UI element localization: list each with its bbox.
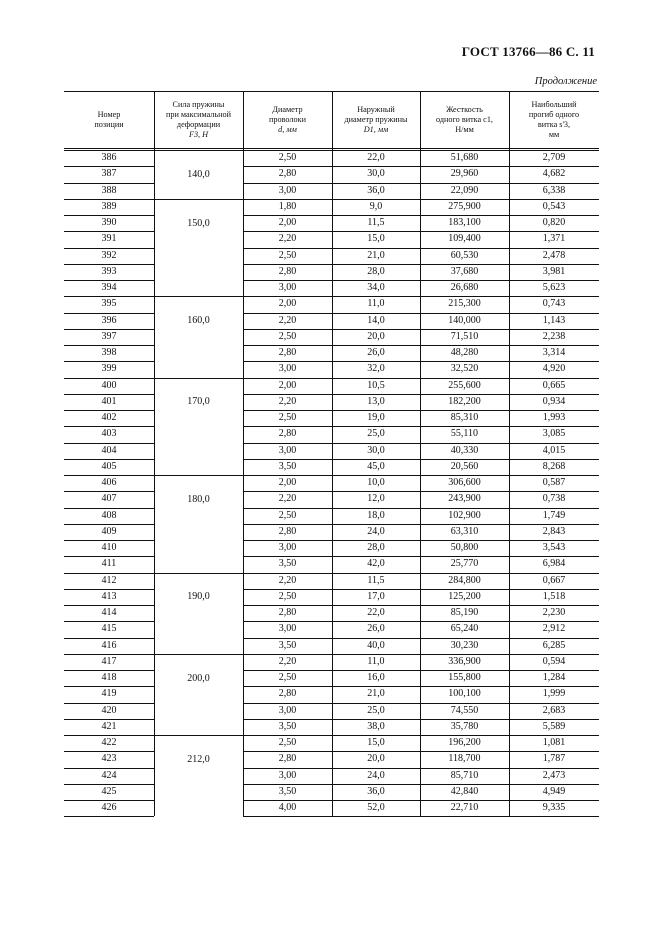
table-cell: 102,900 xyxy=(448,509,481,521)
row-divider xyxy=(243,816,599,817)
table-cell: 389 xyxy=(101,200,117,212)
table-cell: 243,900 xyxy=(448,493,481,505)
table-cell: 125,200 xyxy=(448,590,481,602)
table-cell: 55,110 xyxy=(450,428,479,440)
table-cell: 406 xyxy=(101,477,117,489)
table-cell: 22,710 xyxy=(450,802,479,814)
column-header-line: d, мм xyxy=(278,124,297,134)
spring-table xyxy=(64,91,599,817)
force-cell: 140,0 xyxy=(187,168,210,180)
table-cell: 2,230 xyxy=(542,607,566,619)
table-cell: 2,20 xyxy=(278,314,297,326)
column-header-line: проволоки xyxy=(269,114,306,124)
table-cell: 2,709 xyxy=(542,152,566,164)
table-cell: 413 xyxy=(101,590,117,602)
column-header-line: одного витка c1, xyxy=(436,114,493,124)
table-cell: 1,999 xyxy=(542,688,566,700)
table-cell: 2,80 xyxy=(278,265,297,277)
table-cell: 71,510 xyxy=(450,330,479,342)
table-cell: 13,0 xyxy=(367,395,385,407)
table-cell: 8,268 xyxy=(542,460,566,472)
table-cell: 408 xyxy=(101,509,117,521)
column-header xyxy=(243,93,332,146)
column-header xyxy=(509,93,599,146)
force-cell: 190,0 xyxy=(187,591,210,603)
column-header-line: позиции xyxy=(94,119,124,129)
table-cell: 421 xyxy=(101,720,117,732)
table-cell: 390 xyxy=(101,217,117,229)
table-cell: 2,20 xyxy=(278,395,297,407)
table-cell: 9,0 xyxy=(369,200,383,212)
force-cell: 150,0 xyxy=(187,217,210,229)
table-cell: 3,50 xyxy=(278,558,297,570)
table-cell: 0,820 xyxy=(542,217,566,229)
table-cell: 36,0 xyxy=(367,785,385,797)
table-cell: 1,749 xyxy=(542,509,566,521)
table-cell: 40,0 xyxy=(367,639,385,651)
table-cell: 2,238 xyxy=(542,330,566,342)
table-cell: 400 xyxy=(101,379,117,391)
table-cell: 2,00 xyxy=(278,298,297,310)
table-cell: 2,80 xyxy=(278,753,297,765)
column-header xyxy=(332,93,420,146)
table-cell: 3,00 xyxy=(278,184,297,196)
table-cell: 2,683 xyxy=(542,704,566,716)
table-cell: 1,518 xyxy=(542,590,566,602)
table-cell: 2,00 xyxy=(278,217,297,229)
table-cell: 52,0 xyxy=(367,802,385,814)
table-cell: 386 xyxy=(101,152,117,164)
table-cell: 2,50 xyxy=(278,590,297,602)
column-header-line: F3, Н xyxy=(188,129,209,139)
table-cell: 20,0 xyxy=(367,330,385,342)
table-cell: 2,80 xyxy=(278,428,297,440)
table-cell: 387 xyxy=(101,168,117,180)
table-cell: 1,787 xyxy=(542,753,566,765)
table-cell: 402 xyxy=(101,412,117,424)
column-header-line: прогиб одного xyxy=(528,109,580,119)
table-cell: 21,0 xyxy=(367,249,385,261)
table-cell: 3,50 xyxy=(278,639,297,651)
table-cell: 85,710 xyxy=(450,769,479,781)
column-header-line: D1, мм xyxy=(363,124,389,134)
table-cell: 3,314 xyxy=(542,347,566,359)
table-cell: 0,934 xyxy=(542,395,566,407)
table-cell: 0,594 xyxy=(542,655,566,667)
table-cell: 25,0 xyxy=(367,428,385,440)
table-cell: 395 xyxy=(101,298,117,310)
table-cell: 1,143 xyxy=(542,314,566,326)
table-cell: 5,589 xyxy=(542,720,566,732)
table-cell: 6,984 xyxy=(542,558,566,570)
table-cell: 3,00 xyxy=(278,282,297,294)
table-cell: 118,700 xyxy=(448,753,481,765)
column-header-line: диаметр пружины xyxy=(344,114,408,124)
table-cell: 410 xyxy=(101,542,117,554)
column-header-line: витка s'3, xyxy=(537,119,571,129)
table-cell: 155,800 xyxy=(448,672,481,684)
table-cell: 2,50 xyxy=(278,412,297,424)
table-cell: 30,0 xyxy=(367,444,385,456)
table-cell: 411 xyxy=(101,558,117,570)
table-cell: 3,00 xyxy=(278,444,297,456)
table-cell: 423 xyxy=(101,753,117,765)
table-cell: 0,665 xyxy=(542,379,566,391)
table-cell: 3,543 xyxy=(542,542,566,554)
table-cell: 4,015 xyxy=(542,444,566,456)
table-cell: 2,843 xyxy=(542,525,566,537)
table-cell: 22,090 xyxy=(450,184,479,196)
table-cell: 407 xyxy=(101,493,117,505)
table-cell: 85,190 xyxy=(450,607,479,619)
table-cell: 12,0 xyxy=(367,493,385,505)
table-cell: 393 xyxy=(101,265,117,277)
table-cell: 275,900 xyxy=(448,200,481,212)
table-cell: 2,20 xyxy=(278,233,297,245)
table-cell: 419 xyxy=(101,688,117,700)
table-cell: 0,667 xyxy=(542,574,566,586)
table-cell: 26,0 xyxy=(367,623,385,635)
table-cell: 1,081 xyxy=(542,737,566,749)
table-cell: 9,335 xyxy=(542,802,566,814)
table-cell: 18,0 xyxy=(367,509,385,521)
table-cell: 388 xyxy=(101,184,117,196)
table-cell: 4,00 xyxy=(278,802,297,814)
table-cell: 0,543 xyxy=(542,200,566,212)
table-cell: 2,80 xyxy=(278,607,297,619)
force-cell: 200,0 xyxy=(187,672,210,684)
column-header-line: Жесткость xyxy=(446,104,483,114)
column-header xyxy=(64,93,154,146)
table-cell: 19,0 xyxy=(367,412,385,424)
table-cell: 26,0 xyxy=(367,347,385,359)
column-divider xyxy=(154,91,155,816)
table-cell: 1,371 xyxy=(542,233,566,245)
table-cell: 1,993 xyxy=(542,412,566,424)
table-cell: 284,800 xyxy=(448,574,481,586)
table-cell: 50,800 xyxy=(450,542,479,554)
table-cell: 3,00 xyxy=(278,704,297,716)
table-cell: 3,00 xyxy=(278,769,297,781)
table-cell: 30,0 xyxy=(367,168,385,180)
table-cell: 38,0 xyxy=(367,720,385,732)
table-cell: 42,0 xyxy=(367,558,385,570)
table-cell: 392 xyxy=(101,249,117,261)
table-cell: 4,920 xyxy=(542,363,566,375)
table-cell: 401 xyxy=(101,395,117,407)
table-cell: 2,80 xyxy=(278,688,297,700)
table-cell: 183,100 xyxy=(448,217,481,229)
table-cell: 426 xyxy=(101,802,117,814)
table-cell: 15,0 xyxy=(367,737,385,749)
table-cell: 16,0 xyxy=(367,672,385,684)
table-cell: 2,50 xyxy=(278,737,297,749)
table-cell: 424 xyxy=(101,769,117,781)
table-cell: 25,770 xyxy=(450,558,479,570)
table-cell: 2,80 xyxy=(278,347,297,359)
table-cell: 2,50 xyxy=(278,330,297,342)
table-cell: 415 xyxy=(101,623,117,635)
table-cell: 196,200 xyxy=(448,737,481,749)
table-cell: 0,743 xyxy=(542,298,566,310)
table-cell: 4,682 xyxy=(542,168,566,180)
table-cell: 40,330 xyxy=(450,444,479,456)
column-header-line: Диаметр xyxy=(272,104,303,114)
table-cell: 109,400 xyxy=(448,233,481,245)
column-header-line: Номер xyxy=(97,109,121,119)
table-cell: 409 xyxy=(101,525,117,537)
table-cell: 417 xyxy=(101,655,117,667)
table-cell: 20,0 xyxy=(367,753,385,765)
table-cell: 412 xyxy=(101,574,117,586)
column-header xyxy=(420,93,509,146)
table-cell: 140,000 xyxy=(448,314,481,326)
table-cell: 418 xyxy=(101,672,117,684)
column-header-line: Наибольший xyxy=(531,99,577,109)
table-cell: 2,912 xyxy=(542,623,566,635)
table-cell: 420 xyxy=(101,704,117,716)
row-divider xyxy=(64,816,154,817)
table-cell: 14,0 xyxy=(367,314,385,326)
column-header-line: Сила пружины xyxy=(172,99,225,109)
table-cell: 74,550 xyxy=(450,704,479,716)
table-cell: 404 xyxy=(101,444,117,456)
table-cell: 34,0 xyxy=(367,282,385,294)
continuation-label: Продолжение xyxy=(534,76,597,87)
table-cell: 28,0 xyxy=(367,265,385,277)
table-cell: 30,230 xyxy=(450,639,479,651)
table-cell: 2,50 xyxy=(278,509,297,521)
table-cell: 22,0 xyxy=(367,607,385,619)
table-cell: 425 xyxy=(101,785,117,797)
table-cell: 398 xyxy=(101,347,117,359)
table-cell: 100,100 xyxy=(448,688,481,700)
table-cell: 397 xyxy=(101,330,117,342)
table-cell: 29,960 xyxy=(450,168,479,180)
table-cell: 416 xyxy=(101,639,117,651)
table-cell: 3,085 xyxy=(542,428,566,440)
table-cell: 21,0 xyxy=(367,688,385,700)
table-cell: 3,50 xyxy=(278,460,297,472)
table-cell: 32,0 xyxy=(367,363,385,375)
table-cell: 3,00 xyxy=(278,623,297,635)
table-cell: 11,0 xyxy=(367,655,385,667)
table-cell: 11,5 xyxy=(367,217,385,229)
table-cell: 10,0 xyxy=(367,477,385,489)
table-cell: 399 xyxy=(101,363,117,375)
table-cell: 48,280 xyxy=(450,347,479,359)
table-cell: 85,310 xyxy=(450,412,479,424)
force-cell: 180,0 xyxy=(187,493,210,505)
table-cell: 37,680 xyxy=(450,265,479,277)
table-cell: 403 xyxy=(101,428,117,440)
table-cell: 28,0 xyxy=(367,542,385,554)
table-cell: 405 xyxy=(101,460,117,472)
column-divider xyxy=(243,91,244,816)
table-cell: 2,50 xyxy=(278,672,297,684)
page-header: ГОСТ 13766—86 С. 11 xyxy=(461,44,595,59)
column-divider xyxy=(420,91,421,816)
table-cell: 2,00 xyxy=(278,379,297,391)
table-cell: 394 xyxy=(101,282,117,294)
table-cell: 26,680 xyxy=(450,282,479,294)
table-cell: 24,0 xyxy=(367,525,385,537)
table-cell: 63,310 xyxy=(450,525,479,537)
table-cell: 3,00 xyxy=(278,363,297,375)
table-cell: 414 xyxy=(101,607,117,619)
table-cell: 24,0 xyxy=(367,769,385,781)
table-cell: 2,20 xyxy=(278,655,297,667)
table-cell: 17,0 xyxy=(367,590,385,602)
table-cell: 215,300 xyxy=(448,298,481,310)
table-cell: 2,20 xyxy=(278,493,297,505)
table-cell: 2,80 xyxy=(278,168,297,180)
table-cell: 2,478 xyxy=(542,249,566,261)
table-cell: 2,20 xyxy=(278,574,297,586)
table-cell: 6,338 xyxy=(542,184,566,196)
table-cell: 22,0 xyxy=(367,152,385,164)
table-cell: 11,5 xyxy=(367,574,385,586)
table-cell: 255,600 xyxy=(448,379,481,391)
table-cell: 0,587 xyxy=(542,477,566,489)
table-cell: 182,200 xyxy=(448,395,481,407)
table-cell: 42,840 xyxy=(450,785,479,797)
table-cell: 35,780 xyxy=(450,720,479,732)
force-cell: 212,0 xyxy=(187,753,210,765)
table-cell: 2,80 xyxy=(278,525,297,537)
table-cell: 32,520 xyxy=(450,363,479,375)
force-cell: 160,0 xyxy=(187,315,210,327)
table-cell: 4,949 xyxy=(542,785,566,797)
table-cell: 306,600 xyxy=(448,477,481,489)
table-cell: 36,0 xyxy=(367,184,385,196)
table-cell: 3,00 xyxy=(278,542,297,554)
table-cell: 391 xyxy=(101,233,117,245)
table-cell: 422 xyxy=(101,737,117,749)
table-cell: 10,5 xyxy=(367,379,385,391)
column-header-line: деформации xyxy=(176,119,221,129)
table-cell: 1,284 xyxy=(542,672,566,684)
table-cell: 3,50 xyxy=(278,720,297,732)
table-cell: 45,0 xyxy=(367,460,385,472)
table-cell: 396 xyxy=(101,314,117,326)
table-cell: 25,0 xyxy=(367,704,385,716)
table-cell: 1,80 xyxy=(278,200,297,212)
table-cell: 65,240 xyxy=(450,623,479,635)
column-divider xyxy=(332,91,333,816)
table-cell: 2,00 xyxy=(278,477,297,489)
table-cell: 5,623 xyxy=(542,282,566,294)
table-cell: 3,50 xyxy=(278,785,297,797)
column-header-line: Н/мм xyxy=(455,124,474,134)
column-header-line: мм xyxy=(548,129,560,139)
table-cell: 3,981 xyxy=(542,265,566,277)
column-header xyxy=(154,93,243,146)
table-cell: 51,680 xyxy=(450,152,479,164)
column-divider xyxy=(509,91,510,816)
table-cell: 0,738 xyxy=(542,493,566,505)
force-cell: 170,0 xyxy=(187,396,210,408)
table-cell: 20,560 xyxy=(450,460,479,472)
table-cell: 60,530 xyxy=(450,249,479,261)
table-cell: 2,50 xyxy=(278,249,297,261)
table-cell: 2,50 xyxy=(278,152,297,164)
column-header-line: Наружный xyxy=(357,104,395,114)
table-cell: 11,0 xyxy=(367,298,385,310)
table-cell: 15,0 xyxy=(367,233,385,245)
column-header-line: при максимальной xyxy=(166,109,231,119)
table-cell: 6,285 xyxy=(542,639,566,651)
table-cell: 336,900 xyxy=(448,655,481,667)
table-cell: 2,473 xyxy=(542,769,566,781)
